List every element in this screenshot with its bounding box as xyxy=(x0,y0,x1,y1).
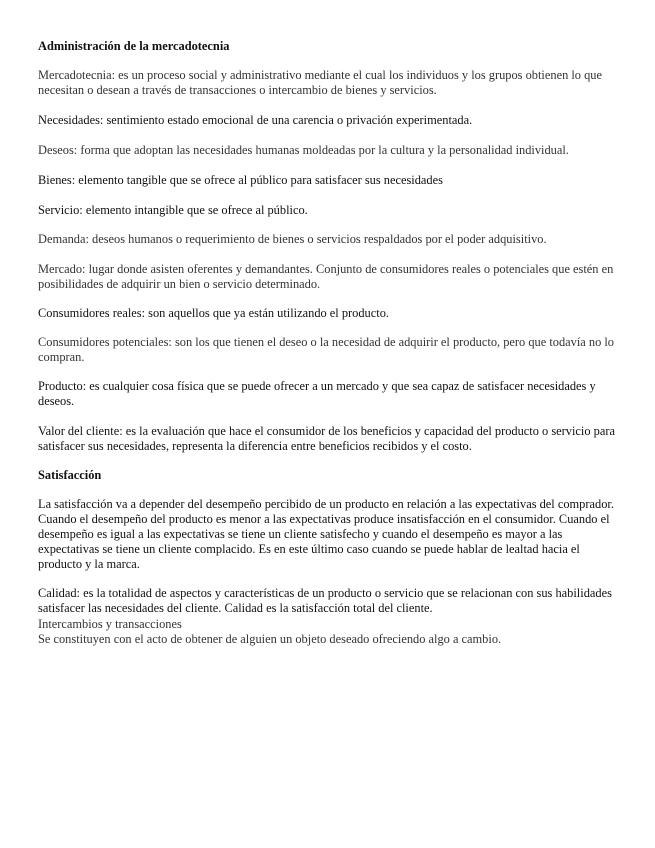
paragraph-mercado: Mercado: lugar donde asisten oferentes y demandantes. Conjunto de consumidores reales o potenciales que estén en posibilidades de adquirir un bien o servicio determinado. xyxy=(38,262,614,291)
paragraph-deseos: Deseos: forma que adoptan las necesidades humanas moldeadas por la cultura y la personalidad individual. xyxy=(38,143,569,157)
paragraph-necesidades: Necesidades: sentimiento estado emocional de una carencia o privación experimentada. xyxy=(38,113,473,127)
paragraph-servicio: Servicio: elemento intangible que se ofrece al público. xyxy=(38,203,308,217)
paragraph-valor-del-cliente: Valor del cliente: es la evaluación que hace el consumidor de los beneficios y capacidad del producto o servicio para satisfacer sus necesidades, representa la diferencia entre beneficios recibidos y el costo. xyxy=(38,424,615,453)
paragraph-calidad: Calidad: es la totalidad de aspectos y características de un producto o servicio que se relacionan con sus habilidades satisfacer las necesidades del cliente. Calidad es la satisfacción total del cliente. xyxy=(38,586,612,615)
paragraph-bienes: Bienes: elemento tangible que se ofrece al público para satisfacer sus necesidades xyxy=(38,173,443,187)
paragraph-consumidores-reales: Consumidores reales: son aquellos que ya están utilizando el producto. xyxy=(38,306,389,320)
document-title: Administración de la mercadotecnia xyxy=(38,39,230,53)
paragraph-satisfaccion: La satisfacción va a depender del desempeño percibido de un producto en relación a las expectativas del comprador. Cuando el desempeño del producto es menor a las expectativas produce insatisfacción en el consumidor. Cuando el desempeño es igual a las expectativas se tiene un cliente satisfecho y cuando el desempeño es mayor a las expectativas se tiene un cliente complacido. Es en este último caso cuando se puede hablar de lealtad hacia el producto y la marca. xyxy=(38,497,614,571)
paragraph-constituyen: Se constituyen con el acto de obtener de alguien un objeto deseado ofreciendo algo a cambio. xyxy=(38,632,502,646)
paragraph-mercadotecnia: Mercadotecnia: es un proceso social y administrativo mediante el cual los individuos y los grupos obtienen lo que necesitan o desean a través de transacciones o intercambio de bienes y servicios. xyxy=(38,68,602,97)
paragraph-intercambios: Intercambios y transacciones xyxy=(38,617,182,631)
paragraph-producto: Producto: es cualquier cosa física que se puede ofrecer a un mercado y que sea capaz de satisfacer necesidades y deseos. xyxy=(38,379,596,408)
paragraph-demanda: Demanda: deseos humanos o requerimiento de bienes o servicios respaldados por el poder adquisitivo. xyxy=(38,232,547,246)
section-heading-satisfaccion: Satisfacción xyxy=(38,468,102,482)
paragraph-consumidores-potenciales: Consumidores potenciales: son los que tienen el deseo o la necesidad de adquirir el producto, pero que todavía no lo compran. xyxy=(38,335,615,364)
